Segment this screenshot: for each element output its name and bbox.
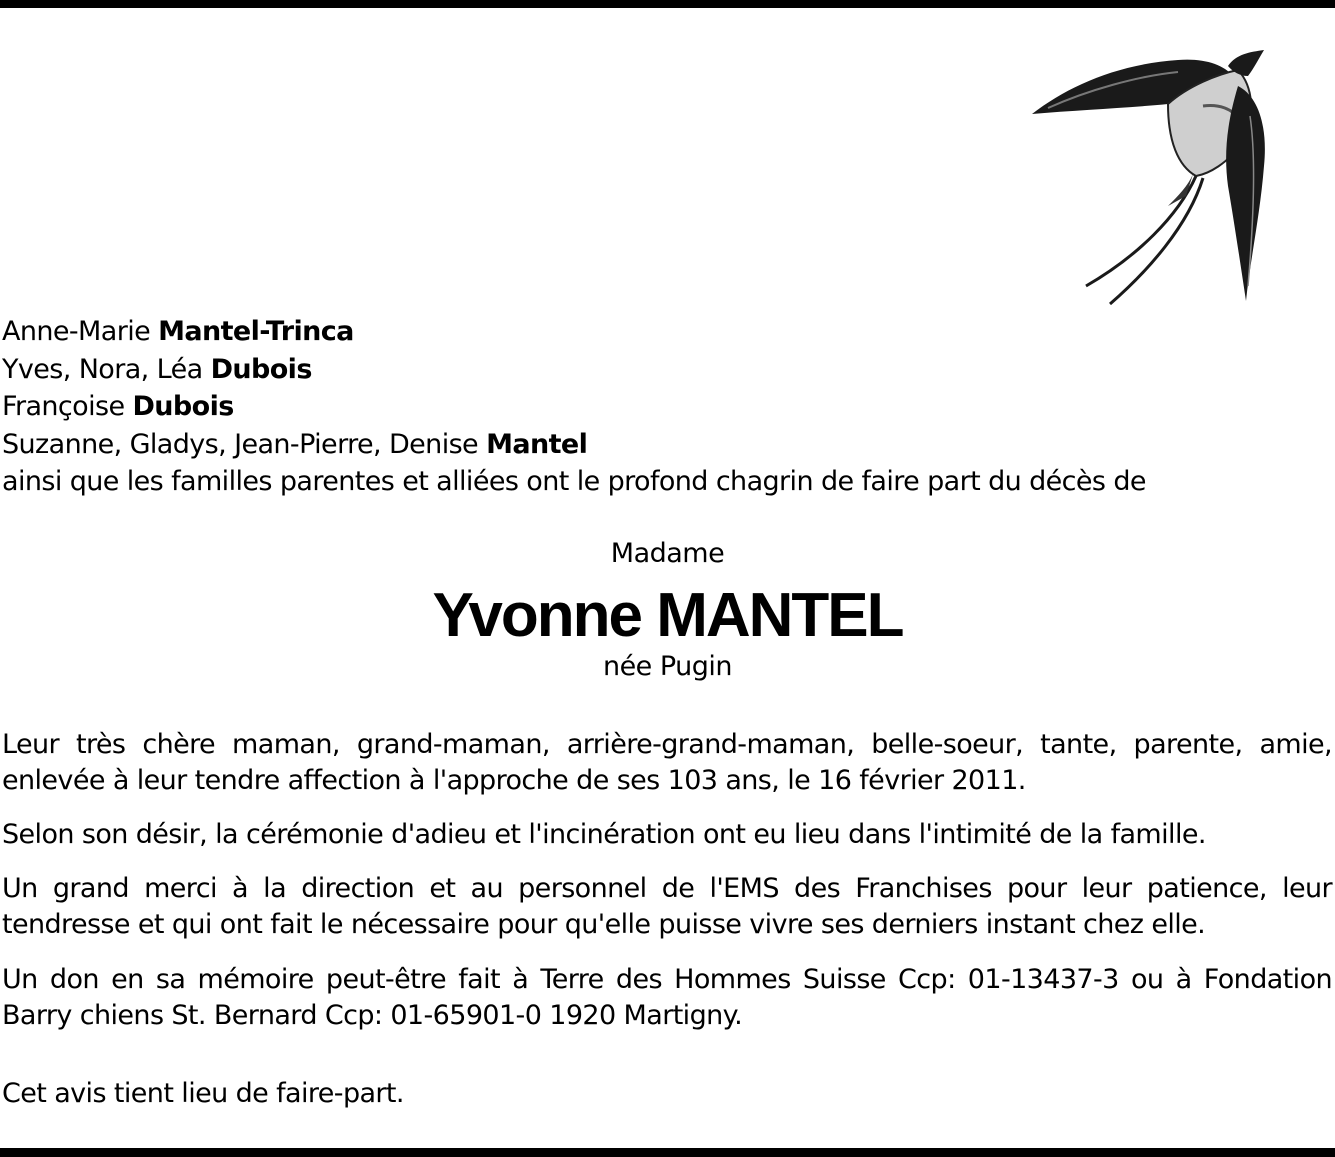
family-list: [2, 313, 1146, 501]
family-line: Yves, Nora, Léa Dubois: [2, 353, 312, 385]
family-line: Françoise Dubois: [2, 391, 234, 422]
swallow-icon: [1028, 46, 1274, 306]
closing-note: Cet avis tient lieu de faire-part.: [2, 1078, 404, 1109]
family-surname: Dubois: [132, 391, 234, 422]
deceased-maiden-name: née Pugin: [602, 651, 733, 682]
paragraph-tribute: Leur très chère maman, grand-maman, arrière-grand-maman, belle-soeur, tante, parente, amie, enlevée à leur tendre affection à l'approche de ses 103 ans, le 16 février 2011.: [2, 729, 1332, 796]
family-line: Anne-Marie Mantel-Trinca: [2, 316, 354, 347]
deceased-title: Madame: [610, 538, 725, 569]
family-surname: Mantel: [486, 428, 588, 460]
paragraph-ceremony: Selon son désir, la cérémonie d'adieu et l'incinération ont eu lieu dans l'intimité de la famille.: [2, 819, 1206, 850]
paragraph-thanks: Un grand merci à la direction et au personnel de l'EMS des Franchises pour leur patience, leur tendresse et qui ont fait le nécessaire pour qu'elle puisse vivre ses derniers instant chez elle.: [2, 873, 1332, 940]
deceased-name: Yvonne MANTEL: [432, 581, 903, 650]
paragraph-donation: Un don en sa mémoire peut-être fait à Terre des Hommes Suisse Ccp: 01-13437-3 ou à Fondation Barry chiens St. Bernard Ccp: 01-65901-0 1920 Martigny.: [2, 964, 1332, 1031]
top-rule: [0, 0, 1335, 8]
family-line: Suzanne, Gladys, Jean-Pierre, Denise Mantel: [2, 428, 588, 460]
family-surname: Mantel-Trinca: [158, 316, 354, 347]
intro-text: ainsi que les familles parentes et alliées ont le profond chagrin de faire part du décès de: [2, 466, 1146, 497]
bottom-rule: [0, 1148, 1335, 1157]
family-surname: Dubois: [210, 353, 312, 385]
